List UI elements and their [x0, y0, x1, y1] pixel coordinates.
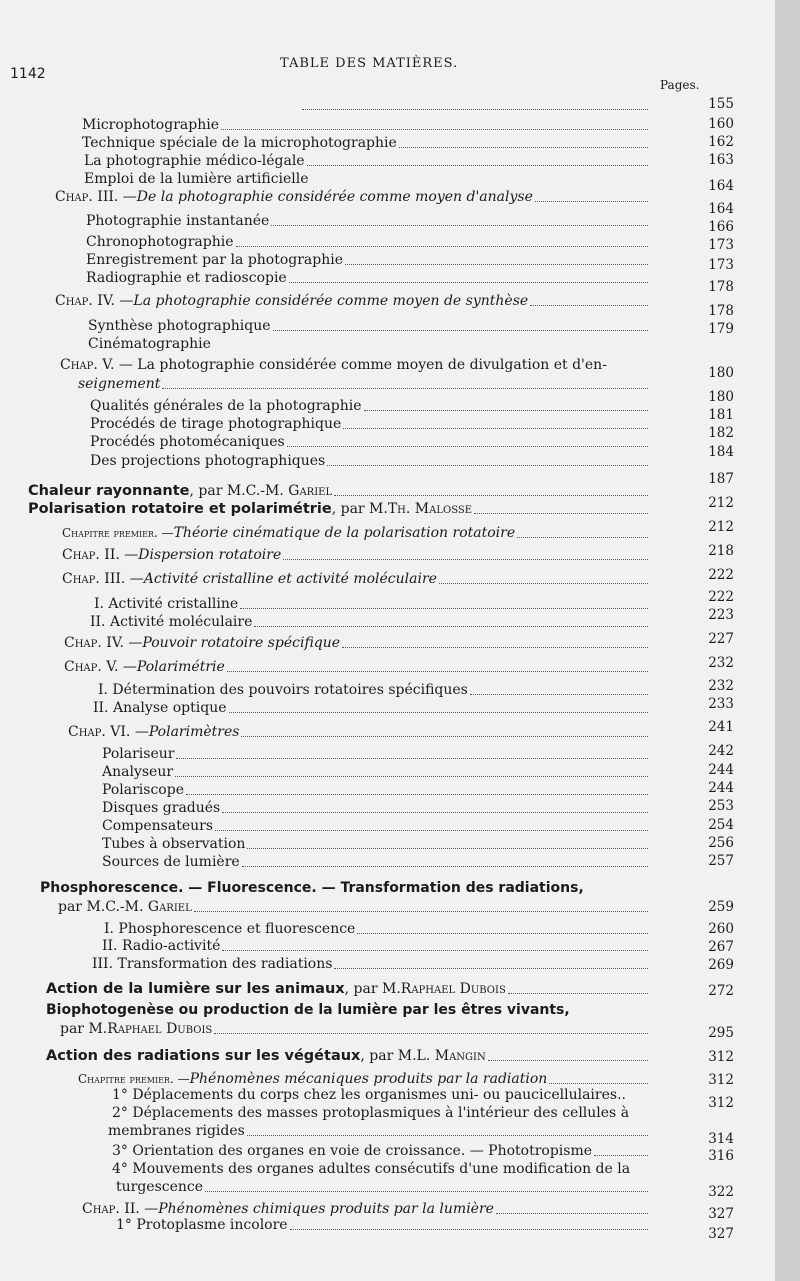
- toc-entry[interactable]: [86, 233, 650, 251]
- toc-entry-text: Sources de lumière: [102, 854, 240, 870]
- toc-chapter[interactable]: [55, 292, 650, 310]
- chapter-title: Théorie cinématique de la polarisation rotatoire: [173, 525, 516, 541]
- toc-entry[interactable]: [82, 134, 650, 152]
- toc-page-number: 259: [708, 899, 734, 915]
- toc-page-number: 212: [708, 495, 734, 511]
- chapter-label: Chap. V. —: [64, 659, 137, 675]
- toc-entry-text: II. Activité moléculaire: [90, 614, 253, 630]
- toc-entry-text[interactable]: 4° Mouvements des organes adultes consécutifs d'une modification de la: [112, 1161, 631, 1177]
- chapter-label: Chapitre premier. —: [78, 1072, 190, 1086]
- toc-entry-text: Disques gradués: [102, 800, 221, 816]
- article-author: Raphael Dubois: [107, 1021, 213, 1037]
- toc-page-number: 327: [708, 1206, 734, 1222]
- toc-page-number: 322: [708, 1184, 734, 1200]
- toc-article[interactable]: [46, 980, 650, 998]
- toc-page-number: 269: [708, 957, 734, 973]
- toc-entry[interactable]: [102, 937, 650, 955]
- toc-page-number: 180: [708, 365, 734, 381]
- chapter-title: La photographie considérée comme moyen de synthèse: [133, 293, 529, 309]
- toc-page-number: 182: [708, 425, 734, 441]
- article-title[interactable]: Phosphorescence. — Fluorescence. — Transformation des radiations,: [40, 880, 584, 896]
- toc-entry-text: Polariseur: [102, 746, 175, 762]
- toc-page-number: 254: [708, 817, 734, 833]
- toc-page-number: 242: [708, 743, 734, 759]
- toc-page-number: 180: [708, 389, 734, 405]
- toc-page-number: 218: [708, 543, 734, 559]
- article-title: Action de la lumière sur les animaux: [46, 981, 345, 997]
- toc-entry[interactable]: [86, 212, 650, 230]
- toc-entry-text: 3° Orientation des organes en voie de croissance. — Phototropisme: [112, 1143, 593, 1159]
- toc-chapter[interactable]: [60, 356, 607, 374]
- toc-entry[interactable]: [90, 415, 650, 433]
- toc-entry[interactable]: [102, 817, 650, 835]
- running-head: TABLE DES MATIÈRES.: [280, 56, 459, 71]
- article-title: Polarisation rotatoire et polarimétrie: [28, 501, 332, 517]
- toc-entry[interactable]: [98, 681, 650, 699]
- toc-page-number: 314: [708, 1131, 734, 1147]
- toc-page-number: 312: [708, 1095, 734, 1111]
- toc-page-number: 295: [708, 1025, 734, 1041]
- toc-entry-text: Microphotographie: [82, 117, 219, 133]
- chapter-title: Dispersion rotatoire: [138, 547, 282, 563]
- toc-entry-text: II. Radio-activité: [102, 938, 221, 954]
- toc-entry[interactable]: [86, 251, 650, 269]
- chapter-title: Activité cristalline et activité moléculaire: [143, 571, 437, 587]
- chapter-title: Polarimètres: [148, 724, 240, 740]
- toc-chapter[interactable]: [68, 723, 650, 741]
- toc-entry-text: Synthèse photographique: [88, 318, 271, 334]
- chapter-label: Chap. III. —: [62, 571, 144, 587]
- chapter-label: Chap. IV. —: [64, 635, 143, 651]
- author-prefix: , par M.: [189, 483, 246, 499]
- toc-entry[interactable]: [90, 613, 650, 631]
- toc-page-number: 187: [708, 471, 734, 487]
- toc-entry-text[interactable]: Emploi de la lumière artificielle: [84, 171, 309, 187]
- toc-entry-text: Analyseur: [102, 764, 174, 780]
- toc-page-number: 166: [708, 219, 734, 235]
- toc-entry[interactable]: [90, 433, 650, 451]
- toc-page-number: 260: [708, 921, 734, 937]
- chapter-label: Chap. V. —: [60, 357, 138, 373]
- pages-column-label: Pages.: [660, 78, 700, 92]
- toc-entry-text: Photographie instantanée: [86, 213, 270, 229]
- chapter-title: Phénomènes chimiques produits par la lumière: [158, 1201, 494, 1217]
- toc-entry-text: Chronophotographie: [86, 234, 234, 250]
- toc-entry-text: Radiographie et radioscopie: [86, 270, 287, 286]
- article-author: C.-M. Gariel: [245, 483, 333, 499]
- article-title: Chaleur rayonnante: [28, 483, 190, 499]
- toc-page-number: 256: [708, 835, 734, 851]
- toc-page-number: 184: [708, 444, 734, 460]
- chapter-label: Chap. II. —: [82, 1201, 159, 1217]
- toc-page-number: 327: [708, 1226, 734, 1242]
- toc-entry-text: Procédés de tirage photographique: [90, 416, 342, 432]
- toc-chapter[interactable]: [64, 658, 650, 676]
- toc-entry-text: Enregistrement par la photographie: [86, 252, 344, 268]
- toc-chapter[interactable]: [55, 188, 650, 206]
- toc-entry-text: 1° Protoplasme incolore: [116, 1217, 288, 1233]
- article-author: C.-M. Gariel: [105, 899, 192, 915]
- toc-page-number: 162: [708, 134, 734, 150]
- toc-page-number: 257: [708, 853, 734, 869]
- toc-entry-text: I. Activité cristalline: [94, 596, 239, 612]
- toc-entry-text: III. Transformation des radiations: [92, 956, 333, 972]
- author-prefix: , par M.: [344, 981, 401, 997]
- toc-entry-text: II. Analyse optique: [93, 700, 227, 716]
- toc-entry[interactable]: [88, 317, 650, 335]
- toc-entry[interactable]: [92, 955, 650, 973]
- toc-article[interactable]: [28, 500, 650, 518]
- toc-page-number: 163: [708, 152, 734, 168]
- toc-page-number: 178: [708, 303, 734, 319]
- toc-page-number: 232: [708, 655, 734, 671]
- toc-page-number: 233: [708, 696, 734, 712]
- toc-article[interactable]: [46, 1047, 650, 1065]
- toc-entry[interactable]: [102, 853, 650, 871]
- author-prefix: par M.: [58, 899, 106, 915]
- toc-chapter[interactable]: [62, 570, 650, 588]
- toc-entry-text[interactable]: Cinématographie: [88, 336, 211, 352]
- author-prefix: par M.: [60, 1021, 108, 1037]
- toc-entry[interactable]: [116, 1178, 650, 1196]
- toc-entry-text: Compensateurs: [102, 818, 214, 834]
- toc-entry-text: I. Phosphorescence et fluorescence: [104, 921, 356, 937]
- toc-page-number: 222: [708, 589, 734, 605]
- toc-page-number: 173: [708, 257, 734, 273]
- toc-page-number: 179: [708, 321, 734, 337]
- toc-entry-text: Technique spéciale de la microphotographie: [82, 135, 397, 151]
- toc-page-number: 181: [708, 407, 734, 423]
- toc-page-number: 241: [708, 719, 734, 735]
- toc-page-number: 178: [708, 279, 734, 295]
- toc-entry[interactable]: [102, 781, 650, 799]
- toc-entry[interactable]: [102, 799, 650, 817]
- toc-entry-text: turgescence: [116, 1179, 204, 1195]
- toc-entry-text[interactable]: 2° Déplacements des masses protoplasmiques à l'intérieur des cellules à: [112, 1105, 630, 1121]
- toc-page-number: 253: [708, 798, 734, 814]
- toc-entry-text: Procédés photomécaniques: [90, 434, 285, 450]
- author-prefix: , par M.: [331, 501, 388, 517]
- toc-page-number: 227: [708, 631, 734, 647]
- toc-entry[interactable]: [94, 595, 650, 613]
- toc-page-number: 232: [708, 678, 734, 694]
- page-edge: [775, 0, 800, 1281]
- toc-page-number: 212: [708, 519, 734, 535]
- toc-entry[interactable]: [102, 745, 650, 763]
- author-prefix: , par M.: [360, 1048, 417, 1064]
- article-title[interactable]: Biophotogenèse ou production de la lumière par les êtres vivants,: [46, 1002, 570, 1018]
- chapter-title: Polarimétrie: [136, 659, 225, 675]
- toc-entry[interactable]: [102, 763, 650, 781]
- toc-page-number: 164: [708, 178, 734, 194]
- toc-chapter[interactable]: [64, 634, 650, 652]
- toc-page-number: 312: [708, 1072, 734, 1088]
- toc-entry[interactable]: [86, 269, 650, 287]
- toc-entry-text: Tubes à observation: [102, 836, 246, 852]
- toc-entry[interactable]: [102, 835, 650, 853]
- toc-chapter-continuation[interactable]: [78, 375, 650, 393]
- chapter-label: Chap. VI. —: [68, 724, 149, 740]
- toc-leader-line: [300, 96, 650, 114]
- toc-page-number: 164: [708, 201, 734, 217]
- toc-entry[interactable]: [112, 1142, 650, 1160]
- toc-entry[interactable]: [108, 1122, 650, 1140]
- toc-page-number: 173: [708, 237, 734, 253]
- toc-page-number: 160: [708, 116, 734, 132]
- toc-entry[interactable]: [116, 1216, 650, 1234]
- toc-page-number: 267: [708, 939, 734, 955]
- article-author: Raphael Dubois: [400, 981, 506, 997]
- toc-entry[interactable]: [84, 152, 650, 170]
- toc-entry-text[interactable]: 1° Déplacements du corps chez les organismes uni- ou paucicellulaires..: [112, 1087, 626, 1103]
- toc-page-number: 316: [708, 1148, 734, 1164]
- toc-page-number: 155: [708, 96, 734, 112]
- toc-article-author[interactable]: [60, 1020, 650, 1038]
- toc-article[interactable]: [28, 482, 650, 500]
- toc-chapter[interactable]: [62, 524, 650, 542]
- chapter-label: Chapitre premier. —: [62, 526, 174, 540]
- toc-chapter[interactable]: [62, 546, 650, 564]
- toc-entry[interactable]: [90, 452, 650, 470]
- article-title: Action des radiations sur les végétaux: [46, 1048, 361, 1064]
- toc-page-number: 272: [708, 983, 734, 999]
- toc-entry-text: Des projections photographiques: [90, 453, 326, 469]
- toc-entry[interactable]: [104, 920, 650, 938]
- toc-entry[interactable]: [82, 116, 650, 134]
- chapter-label: Chap. III. —: [55, 189, 137, 205]
- toc-entry[interactable]: [90, 397, 650, 415]
- toc-entry-text: membranes rigides: [108, 1123, 245, 1139]
- chapter-label: Chap. IV. —: [55, 293, 134, 309]
- toc-entry[interactable]: [93, 699, 650, 717]
- chapter-label: Chap. II. —: [62, 547, 139, 563]
- page-number: 1142: [10, 66, 46, 82]
- toc-article-author[interactable]: [58, 898, 650, 916]
- toc-page-number: 223: [708, 607, 734, 623]
- chapter-title: seignement: [78, 376, 161, 392]
- toc-entry-text: Polariscope: [102, 782, 184, 798]
- toc-page-number: 222: [708, 567, 734, 583]
- chapter-title: Pouvoir rotatoire spécifique: [142, 635, 341, 651]
- toc-entry-text: I. Détermination des pouvoirs rotatoires spécifiques: [98, 682, 468, 698]
- chapter-title: De la photographie considérée comme moyen d'analyse: [136, 189, 533, 205]
- toc-entry-text: Qualités générales de la photographie: [90, 398, 362, 414]
- toc-entry-text: La photographie médico-légale: [84, 153, 305, 169]
- chapter-title: Phénomènes mécaniques produits par la radiation: [189, 1071, 548, 1087]
- chapter-title: La photographie considérée comme moyen de divulgation et d'en-: [137, 357, 607, 373]
- toc-page-number: 244: [708, 780, 734, 796]
- article-author: Th. Malosse: [387, 501, 473, 517]
- toc-page-number: 244: [708, 762, 734, 778]
- toc-page-number: 312: [708, 1049, 734, 1065]
- article-author: L. Mangin: [416, 1048, 486, 1064]
